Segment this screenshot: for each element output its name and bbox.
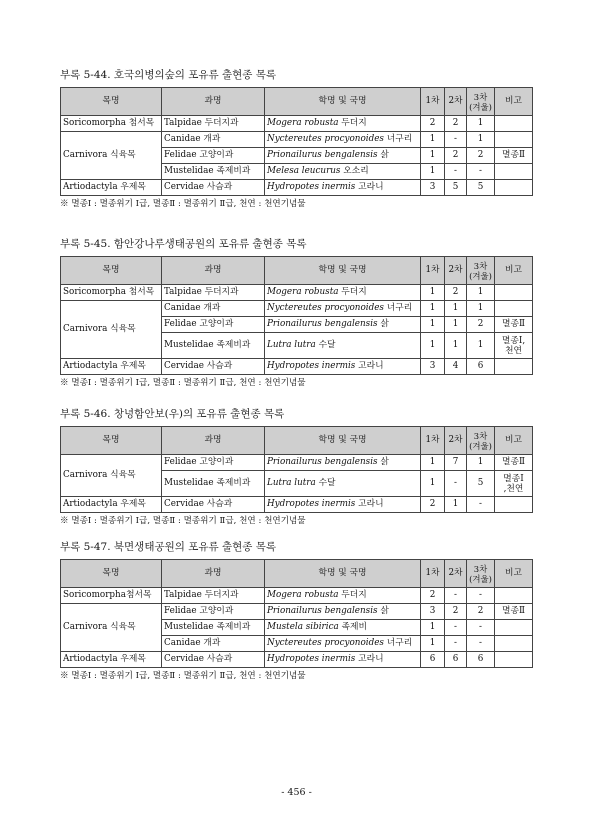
table-header-row [61, 88, 533, 116]
cell-round1: 1 [421, 148, 445, 164]
cell-round3: 1 [467, 455, 495, 471]
cell-round3: 1 [467, 301, 495, 317]
col-header-remark: 비고 [495, 257, 533, 285]
cell-round2: 2 [445, 604, 467, 620]
cell-remark [495, 652, 533, 668]
cell-remark [495, 636, 533, 652]
table-host [60, 426, 532, 513]
cell-species [265, 333, 421, 359]
cell-family: Felidae 고양이과 [162, 455, 265, 471]
cell-remark: 멸종Ⅱ [495, 317, 533, 333]
col-header-round1: 1차 [421, 560, 445, 588]
scientific-name: Prionailurus bengalensis [267, 606, 378, 616]
col-header-round2: 2차 [445, 88, 467, 116]
cell-species [265, 497, 421, 513]
cell-species [265, 636, 421, 652]
table-row [61, 116, 533, 132]
cell-remark [495, 620, 533, 636]
cell-round2: 2 [445, 116, 467, 132]
cell-order: Artiodactyla 우제목 [61, 180, 162, 196]
table-row [61, 180, 533, 196]
cell-round3: - [467, 497, 495, 513]
cell-remark [495, 359, 533, 375]
korean-name: 고라니 [358, 654, 384, 664]
col-header-species: 학명 및 국명 [265, 427, 421, 455]
cell-remark: 멸종Ⅰ, 천연 [495, 333, 533, 359]
cell-species [265, 285, 421, 301]
cell-remark [495, 285, 533, 301]
cell-round1: 1 [421, 164, 445, 180]
cell-round2: - [445, 588, 467, 604]
cell-round1: 3 [421, 604, 445, 620]
section-5-46 [60, 407, 532, 527]
cell-family: Mustelidae 족제비과 [162, 471, 265, 497]
col-header-round3: 3차 (겨울) [467, 88, 495, 116]
cell-family: Canidae 개과 [162, 636, 265, 652]
col-header-species: 학명 및 국명 [265, 88, 421, 116]
cell-round2: 1 [445, 317, 467, 333]
cell-round1: 1 [421, 333, 445, 359]
cell-family: Talpidae 두더지과 [162, 116, 265, 132]
korean-name: 삵 [380, 606, 389, 616]
table-host [60, 559, 532, 668]
table-row [61, 455, 533, 471]
table-note: ※ 멸종Ⅰ : 멸종위기 Ⅰ급, 멸종Ⅱ : 멸종위기 Ⅱ급, 천연 : 천연기념물 [60, 516, 306, 526]
cell-round3: 1 [467, 333, 495, 359]
cell-round3: 1 [467, 116, 495, 132]
table-title: 부록 5-47. 북면생태공원의 포유류 출현종 목록 [60, 541, 277, 553]
col-header-remark: 비고 [495, 560, 533, 588]
cell-remark: 멸종Ⅰ ,천연 [495, 471, 533, 497]
cell-round3: 6 [467, 359, 495, 375]
cell-family: Cervidae 사슴과 [162, 652, 265, 668]
cell-round2: 1 [445, 333, 467, 359]
scientific-name: Mustela sibirica [267, 622, 339, 632]
korean-name: 두더지 [341, 590, 367, 600]
korean-name: 너구리 [386, 303, 413, 313]
cell-round2: 4 [445, 359, 467, 375]
col-header-round3: 3차 (겨울) [467, 560, 495, 588]
cell-round1: 1 [421, 620, 445, 636]
scientific-name: Mogera robusta [267, 287, 339, 297]
species-table [60, 87, 533, 196]
table-host [60, 256, 532, 375]
korean-name: 너구리 [386, 134, 413, 144]
cell-species [265, 116, 421, 132]
cell-round3: - [467, 636, 495, 652]
cell-species [265, 164, 421, 180]
cell-round2: - [445, 164, 467, 180]
scientific-name: Prionailurus bengalensis [267, 150, 378, 160]
cell-round2: 6 [445, 652, 467, 668]
col-header-round1: 1차 [421, 257, 445, 285]
cell-round1: 3 [421, 180, 445, 196]
scientific-name: Nyctereutes procyonoides [267, 303, 384, 313]
cell-species [265, 148, 421, 164]
table-row [61, 497, 533, 513]
cell-order: Carnivora 식육목 [61, 455, 162, 497]
cell-remark [495, 180, 533, 196]
col-header-round3: 3차 (겨울) [467, 257, 495, 285]
cell-species [265, 604, 421, 620]
col-header-order: 목명 [61, 427, 162, 455]
col-header-species: 학명 및 국명 [265, 560, 421, 588]
section-5-45 [60, 237, 532, 389]
cell-round1: 2 [421, 116, 445, 132]
cell-round2: - [445, 471, 467, 497]
cell-remark [495, 116, 533, 132]
cell-order: Soricomorpha 첨서목 [61, 285, 162, 301]
cell-family: Cervidae 사슴과 [162, 180, 265, 196]
cell-order: Soricomorpha첨서목 [61, 588, 162, 604]
cell-round2: 2 [445, 285, 467, 301]
cell-species [265, 620, 421, 636]
page-number: - 456 - [281, 787, 312, 798]
cell-round3: 5 [467, 471, 495, 497]
cell-family: Felidae 고양이과 [162, 148, 265, 164]
cell-remark: 멸종Ⅱ [495, 148, 533, 164]
species-table [60, 256, 533, 375]
col-header-round1: 1차 [421, 427, 445, 455]
table-note: ※ 멸종Ⅰ : 멸종위기 Ⅰ급, 멸종Ⅱ : 멸종위기 Ⅱ급, 천연 : 천연기념물 [60, 378, 306, 388]
table-row [61, 652, 533, 668]
cell-remark: 멸종Ⅱ [495, 604, 533, 620]
cell-round3: 2 [467, 604, 495, 620]
cell-order: Artiodactyla 우제목 [61, 497, 162, 513]
korean-name: 족제비 [341, 622, 368, 632]
scientific-name: Nyctereutes procyonoides [267, 638, 384, 648]
col-header-round2: 2차 [445, 427, 467, 455]
scientific-name: Lutra lutra [267, 478, 316, 488]
scientific-name: Melesa leucurus [267, 166, 341, 176]
korean-name: 두더지 [341, 287, 367, 297]
cell-round1: 1 [421, 132, 445, 148]
section-5-44 [60, 68, 532, 210]
korean-name: 고라니 [358, 361, 384, 371]
cell-round1: 1 [421, 285, 445, 301]
table-title: 부록 5-45. 함안강나루생태공원의 포유류 출현종 목록 [60, 238, 307, 250]
cell-round3: 1 [467, 285, 495, 301]
cell-species [265, 652, 421, 668]
cell-round2: - [445, 636, 467, 652]
cell-round1: 6 [421, 652, 445, 668]
table-header-row [61, 560, 533, 588]
col-header-round2: 2차 [445, 257, 467, 285]
cell-round2: 5 [445, 180, 467, 196]
cell-order: Carnivora 식육목 [61, 301, 162, 359]
cell-family: Mustelidae 족제비과 [162, 164, 265, 180]
korean-name: 고라니 [358, 182, 384, 192]
scientific-name: Mogera robusta [267, 118, 339, 128]
table-host [60, 87, 532, 196]
cell-species [265, 132, 421, 148]
cell-remark [495, 301, 533, 317]
col-header-family: 과명 [162, 88, 265, 116]
korean-name: 삵 [380, 319, 389, 329]
cell-family: Talpidae 두더지과 [162, 285, 265, 301]
cell-round2: - [445, 132, 467, 148]
cell-family: Felidae 고양이과 [162, 317, 265, 333]
cell-round1: 3 [421, 359, 445, 375]
scientific-name: Hydropotes inermis [267, 361, 356, 371]
scientific-name: Mogera robusta [267, 590, 339, 600]
korean-name: 고라니 [358, 499, 384, 509]
species-table [60, 426, 533, 513]
cell-round2: 1 [445, 497, 467, 513]
cell-family: Felidae 고양이과 [162, 604, 265, 620]
cell-round3: 5 [467, 180, 495, 196]
col-header-family: 과명 [162, 427, 265, 455]
cell-round1: 1 [421, 455, 445, 471]
cell-round1: 1 [421, 301, 445, 317]
scientific-name: Nyctereutes procyonoides [267, 134, 384, 144]
scientific-name: Hydropotes inermis [267, 654, 356, 664]
scientific-name: Lutra lutra [267, 340, 316, 350]
cell-order: Artiodactyla 우제목 [61, 359, 162, 375]
cell-remark [495, 588, 533, 604]
cell-remark [495, 132, 533, 148]
species-table [60, 559, 533, 668]
table-row [61, 132, 533, 148]
cell-order: Carnivora 식육목 [61, 132, 162, 180]
cell-round3: 2 [467, 148, 495, 164]
table-title: 부록 5-46. 창녕함안보(우)의 포유류 출현종 목록 [60, 408, 285, 420]
cell-round1: 1 [421, 317, 445, 333]
cell-round2: - [445, 620, 467, 636]
col-header-order: 목명 [61, 88, 162, 116]
cell-round1: 2 [421, 497, 445, 513]
cell-round3: - [467, 164, 495, 180]
scientific-name: Hydropotes inermis [267, 499, 356, 509]
cell-round3: 2 [467, 317, 495, 333]
cell-family: Mustelidae 족제비과 [162, 333, 265, 359]
table-note: ※ 멸종Ⅰ : 멸종위기 Ⅰ급, 멸종Ⅱ : 멸종위기 Ⅱ급, 천연 : 천연기념물 [60, 199, 306, 209]
cell-order: Soricomorpha 첨서목 [61, 116, 162, 132]
cell-species [265, 180, 421, 196]
cell-species [265, 317, 421, 333]
col-header-remark: 비고 [495, 88, 533, 116]
col-header-family: 과명 [162, 257, 265, 285]
table-row [61, 588, 533, 604]
cell-round2: 2 [445, 148, 467, 164]
section-5-47 [60, 540, 532, 682]
table-row [61, 604, 533, 620]
cell-species [265, 359, 421, 375]
col-header-family: 과명 [162, 560, 265, 588]
scientific-name: Hydropotes inermis [267, 182, 356, 192]
korean-name: 수달 [318, 478, 336, 488]
table-header-row [61, 257, 533, 285]
col-header-round3: 3차 (겨울) [467, 427, 495, 455]
cell-species [265, 588, 421, 604]
cell-family: Talpidae 두더지과 [162, 588, 265, 604]
table-row [61, 359, 533, 375]
scientific-name: Prionailurus bengalensis [267, 457, 378, 467]
cell-family: Cervidae 사슴과 [162, 359, 265, 375]
korean-name: 수달 [318, 340, 336, 350]
korean-name: 두더지 [341, 118, 367, 128]
col-header-remark: 비고 [495, 427, 533, 455]
col-header-order: 목명 [61, 560, 162, 588]
cell-order: Artiodactyla 우제목 [61, 652, 162, 668]
cell-round3: 6 [467, 652, 495, 668]
col-header-order: 목명 [61, 257, 162, 285]
cell-order: Carnivora 식육목 [61, 604, 162, 652]
cell-species [265, 471, 421, 497]
cell-round2: 7 [445, 455, 467, 471]
cell-species [265, 455, 421, 471]
korean-name: 삵 [380, 457, 389, 467]
cell-round1: 2 [421, 588, 445, 604]
col-header-round1: 1차 [421, 88, 445, 116]
cell-remark: 멸종Ⅱ [495, 455, 533, 471]
cell-family: Canidae 개과 [162, 132, 265, 148]
col-header-species: 학명 및 국명 [265, 257, 421, 285]
scientific-name: Prionailurus bengalensis [267, 319, 378, 329]
cell-round1: 1 [421, 636, 445, 652]
cell-round3: - [467, 588, 495, 604]
table-title: 부록 5-44. 호국의병의숲의 포유류 출현종 목록 [60, 69, 277, 81]
cell-family: Canidae 개과 [162, 301, 265, 317]
col-header-round2: 2차 [445, 560, 467, 588]
cell-remark [495, 497, 533, 513]
cell-family: Cervidae 사슴과 [162, 497, 265, 513]
cell-round3: 1 [467, 132, 495, 148]
table-header-row [61, 427, 533, 455]
cell-round3: - [467, 620, 495, 636]
table-row [61, 301, 533, 317]
cell-remark [495, 164, 533, 180]
cell-round2: 1 [445, 301, 467, 317]
korean-name: 오소리 [343, 166, 369, 176]
table-row [61, 285, 533, 301]
korean-name: 삵 [380, 150, 389, 160]
cell-round1: 1 [421, 471, 445, 497]
table-note: ※ 멸종Ⅰ : 멸종위기 Ⅰ급, 멸종Ⅱ : 멸종위기 Ⅱ급, 천연 : 천연기념물 [60, 671, 306, 681]
cell-species [265, 301, 421, 317]
cell-family: Mustelidae 족제비과 [162, 620, 265, 636]
korean-name: 너구리 [386, 638, 413, 648]
